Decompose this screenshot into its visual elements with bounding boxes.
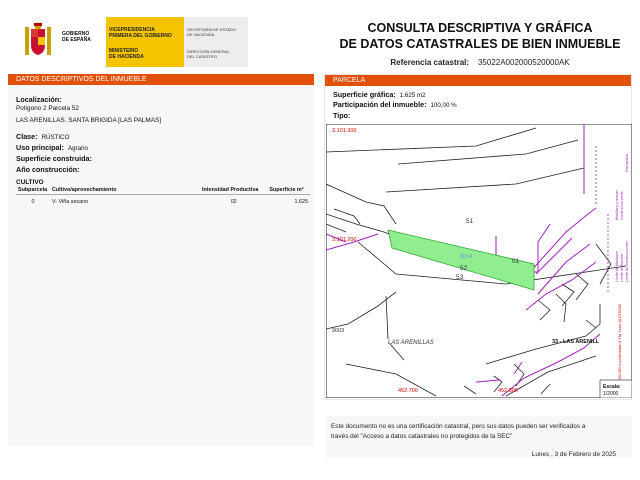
parcel-panel-title: PARCELA [325,75,631,86]
col-cultivo: Cultivo/aprovechamiento [50,186,200,195]
notice-line1: Este documento no es una certificación catastral, pero sus datos pueden ser verificados a [331,423,586,430]
vicepresidencia-text: VICEPRESIDENCIA PRIMERA DEL GOBIERNO [109,27,172,39]
table-row [16,195,310,210]
scale-value: 1/2000 [603,391,619,397]
coord-label: 3.101.200 [332,237,357,243]
page-title: CONSULTA DESCRIPTIVA Y GRÁFICA DE DATOS CATASTRALES DE BIEN INMUEBLE [339,21,621,51]
participacion-row: Participación del inmueble: 100,00 % [333,100,457,109]
coord-label: 452.700 [398,388,418,394]
coord-label: 452.800 [498,388,518,394]
cell-superficie: 1.625 [294,199,308,205]
superficie-construida-row: Superficie construida: [16,154,92,163]
cell-subparcela: 0 [31,199,35,205]
uso-row: Uso principal: Agrario [16,143,88,152]
cultivo-table [16,186,310,209]
clase-row: Clase: RÚSTICO [16,132,70,141]
agency-band [184,17,248,67]
utm-label: 452.900 Coordenadas U.T.M. Huso 28 ETRS89 [618,304,622,380]
cultivo-header-row [16,186,310,195]
col-subparcela: Subparcela [16,186,50,195]
descriptive-panel [8,74,314,446]
location-line1: Polígono 2 Parcela 52 [16,105,79,112]
col-superficie: Superficie m² [267,186,310,195]
parcel-label: 9003 [332,328,345,334]
document-date: Lunes , 3 de Febrero de 2025 [531,451,616,458]
parcel-label: 01 [512,258,520,265]
cell-cultivo: V- Viña secano [52,199,89,205]
legend-item: Límite de Parcela [620,254,624,282]
secretaria-text: SECRETARÍA DE ESTADO DE HACIENDA [187,27,236,37]
direccion-text: DIRECCIÓN GENERAL DEL CATASTRO [187,49,230,59]
legend-item: Mobiliario y aceras [615,190,619,220]
scale-label: Escala: [603,384,621,390]
location-label: Localización: [16,95,62,104]
parcel-label: 51 [466,218,474,225]
gov-name: GOBIERNO DE ESPAÑA [62,31,91,43]
cadastral-reference: Referencia catastral: 35022A002000520000AK [390,58,570,67]
superficie-grafica-row: Superficie gráfica: 1.625 m2 [333,90,426,99]
descriptive-panel-title: DATOS DESCRIPTIVOS DEL INMUEBLE [8,74,314,85]
legend-item: Límite de Construcciones [625,241,629,282]
coat-of-arms-icon [22,21,54,61]
ministerio-text: MINISTERIO DE HACIENDA [109,48,144,60]
header [0,0,640,72]
tipo-row: Tipo: [333,111,351,120]
location-line2: LAS ARENILLAS. SANTA BRIGIDA [LAS PALMAS] [16,117,162,124]
cadastral-map[interactable] [326,124,632,398]
legend-item: Hidrografía [625,154,629,172]
legend-item: Límite zona verde [620,191,624,220]
place-label: LAS ARENILLAS [388,340,434,346]
notice-line2: través del "Acceso a datos catastrales no protegidos de la SEC" [331,433,513,440]
coord-label: 3.101.300 [332,128,357,134]
parcel-label: 52 [460,265,468,272]
cell-intensidad: 02 [230,199,237,205]
parcel-label: 9014 [460,254,473,260]
title-block [320,20,640,67]
cultivo-heading: CULTIVO [16,179,44,186]
legend-item: Límite de Manzana [615,251,619,282]
anio-row: Año construcción: [16,165,80,174]
col-intensidad: Intensidad Productiva [200,186,267,195]
road-label: 33 - LAS ARENILL [552,339,600,345]
parcel-label: 53 [456,274,464,281]
